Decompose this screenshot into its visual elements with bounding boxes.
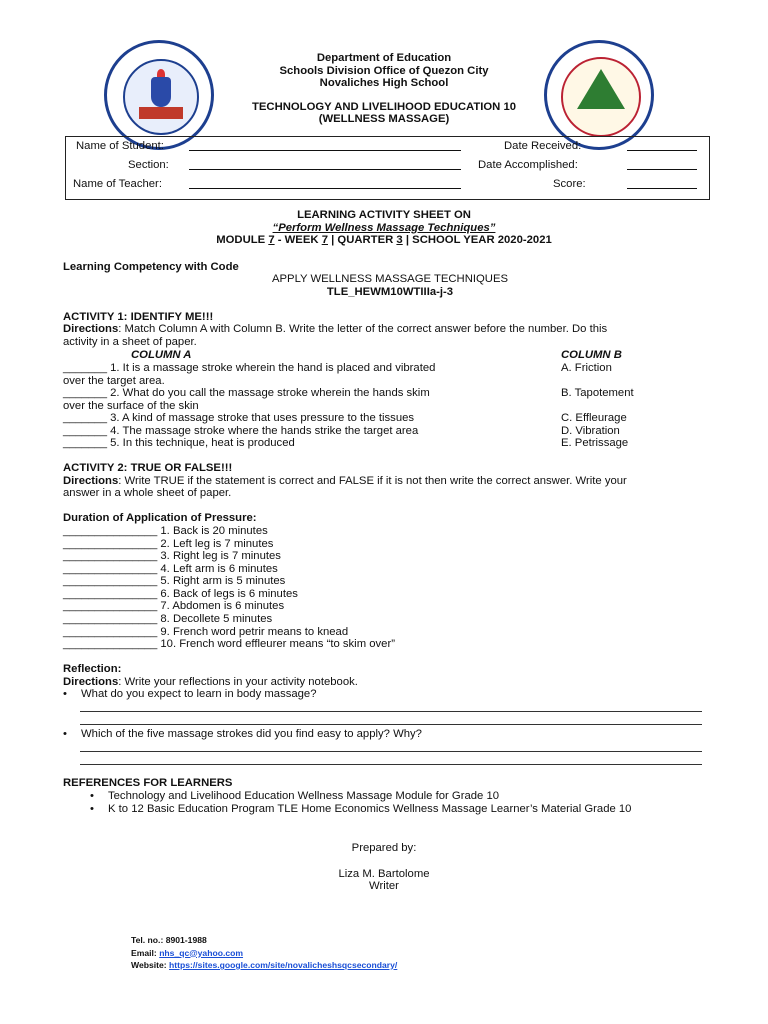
- reflection-heading: Reflection:: [63, 663, 122, 675]
- list-item: over the surface of the skin: [63, 400, 199, 412]
- reference-item: • K to 12 Basic Education Program TLE Home Economics Wellness Massage Learner’s Material Grade 10: [108, 803, 631, 816]
- list-item: _______________ 2. Left leg is 7 minutes: [63, 538, 274, 550]
- list-item: _______________ 3. Right leg is 7 minutes: [63, 550, 281, 562]
- activity2-directions: Directions: Write TRUE if the statement is correct and FALSE if it is not then write the correct answer. Write your: [63, 475, 627, 487]
- competency-code: TLE_HEWM10WTIIIa-j-3: [326, 285, 454, 298]
- email-link[interactable]: nhs_qc@yahoo.com: [159, 947, 244, 958]
- list-item: _______________ 9. French word petrir means to knead: [63, 626, 349, 638]
- list-item: _______________ 6. Back of legs is 6 minutes: [63, 588, 298, 600]
- footer-email: Email: nhs_qc@yahoo.com: [131, 947, 244, 958]
- list-item: _______________ 8. Decollete 5 minutes: [63, 613, 273, 625]
- section-label: Section:: [128, 159, 169, 171]
- name-label: Name of Student:: [76, 140, 164, 152]
- header-course: (WELLNESS MASSAGE): [318, 113, 450, 125]
- answer-line[interactable]: [80, 764, 702, 765]
- reflection-question-1: • What do you expect to learn in body massage?: [81, 688, 317, 701]
- list-item: _______________ 1. Back is 20 minutes: [63, 525, 268, 537]
- list-item: over the target area.: [63, 375, 165, 387]
- activity2-directions-cont: answer in a whole sheet of paper.: [63, 487, 232, 499]
- website-link[interactable]: https://sites.google.com/site/novalicheshsqcsecondary/: [169, 960, 398, 970]
- choice-item: A. Friction: [561, 362, 612, 374]
- title-line2: “Perform Wellness Massage Techniques”: [272, 221, 496, 234]
- choice-item: B. Tapotement: [561, 387, 634, 399]
- reflection-directions: Directions: Write your reflections in your activity notebook.: [63, 676, 358, 688]
- header-school: Novaliches High School: [319, 77, 449, 89]
- date-accomplished-label: Date Accomplished:: [478, 159, 578, 171]
- answer-line[interactable]: [80, 711, 702, 712]
- list-item: _______________ 5. Right arm is 5 minutes: [63, 575, 286, 587]
- title-line1: LEARNING ACTIVITY SHEET ON: [297, 209, 471, 221]
- activity2-heading: ACTIVITY 2: TRUE OR FALSE!!!: [63, 462, 233, 474]
- competency-text: APPLY WELLNESS MASSAGE TECHNIQUES: [271, 273, 509, 285]
- list-item: _______ 5. In this technique, heat is produced: [63, 437, 295, 449]
- score-field[interactable]: [627, 188, 697, 189]
- list-item: _______________ 10. French word effleurer means “to skim over”: [63, 638, 395, 650]
- preparer-role: Writer: [369, 880, 399, 893]
- answer-line[interactable]: [80, 724, 702, 725]
- references-heading: REFERENCES FOR LEARNERS: [63, 777, 233, 789]
- document-header: [0, 52, 768, 126]
- answer-line[interactable]: [80, 751, 702, 752]
- preparer-name: Liza M. Bartolome: [338, 867, 430, 880]
- reference-item: • Technology and Livelihood Education Wellness Massage Module for Grade 10: [108, 790, 499, 803]
- date-received-field[interactable]: [627, 150, 697, 151]
- section-field[interactable]: [189, 169, 461, 170]
- footer-website: Website: https://sites.google.com/site/novalicheshsqcsecondary/: [131, 960, 398, 970]
- choice-item: E. Petrissage: [561, 437, 629, 449]
- header-subject: TECHNOLOGY AND LIVELIHOOD EDUCATION 10: [251, 100, 517, 113]
- header-department: Department of Education: [316, 52, 452, 64]
- list-item: _______ 2. What do you call the massage stroke wherein the hands skim: [63, 387, 430, 399]
- prepared-by-label: Prepared by:: [351, 842, 417, 854]
- list-item: _______ 3. A kind of massage stroke that uses pressure to the tissues: [63, 412, 415, 424]
- header-division: Schools Division Office of Quezon City: [279, 64, 489, 77]
- activity1-directions: Directions: Match Column A with Column B. Write the letter of the correct answer before the number. Do this: [63, 323, 608, 335]
- choice-item: D. Vibration: [561, 425, 620, 437]
- column-b-header: COLUMN B: [561, 349, 622, 361]
- list-item: _______________ 4. Left arm is 6 minutes: [63, 563, 278, 575]
- competency-heading: Learning Competency with Code: [63, 261, 239, 273]
- name-field[interactable]: [189, 150, 461, 151]
- activity2-subheading: Duration of Application of Pressure:: [63, 512, 257, 524]
- activity1-heading: ACTIVITY 1: IDENTIFY ME!!!: [63, 311, 214, 323]
- choice-item: C. Effleurage: [561, 412, 627, 424]
- footer-contact: [131, 934, 397, 972]
- footer-tel: Tel. no.: 8901-1988: [131, 935, 207, 945]
- teacher-label: Name of Teacher:: [73, 178, 162, 190]
- signature-block: [0, 842, 768, 893]
- list-item: _______ 1. It is a massage stroke wherein the hand is placed and vibrated: [63, 362, 436, 374]
- column-a-header: COLUMN A: [131, 349, 192, 361]
- list-item: _______ 4. The massage stroke where the hands strike the target area: [63, 425, 419, 437]
- score-label: Score:: [553, 178, 586, 190]
- activity1-directions-cont: activity in a sheet of paper.: [63, 336, 197, 348]
- date-accomplished-field[interactable]: [627, 169, 697, 170]
- sheet-title: [0, 209, 768, 247]
- competency-block: [0, 273, 768, 298]
- teacher-field[interactable]: [189, 188, 461, 189]
- module-line: MODULE 7 - WEEK 7 | QUARTER 3 | SCHOOL YEAR 2020-2021: [216, 234, 552, 247]
- date-received-label: Date Received:: [504, 140, 582, 152]
- list-item: _______________ 7. Abdomen is 6 minutes: [63, 600, 285, 612]
- reflection-question-2: • Which of the five massage strokes did you find easy to apply? Why?: [81, 728, 422, 741]
